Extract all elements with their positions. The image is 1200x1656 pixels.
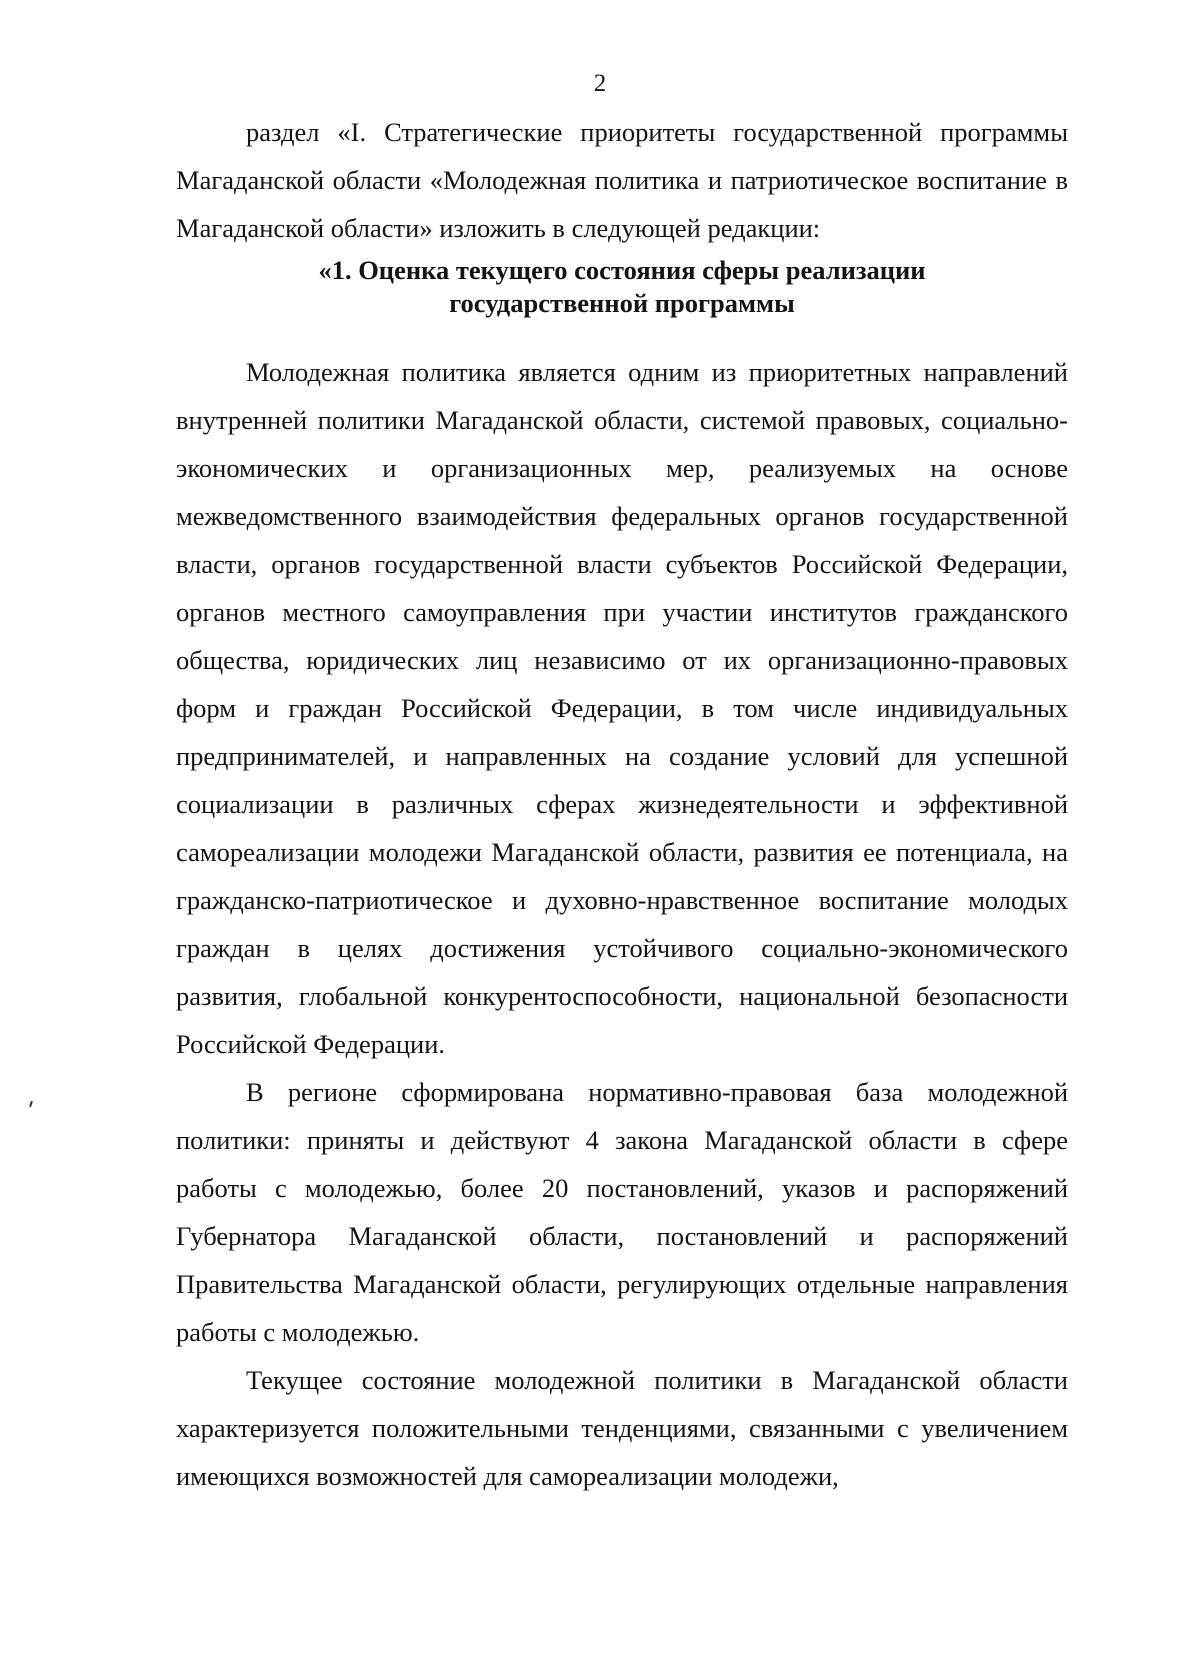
- scan-speck: [29, 1101, 33, 1107]
- page-number: 2: [593, 70, 607, 97]
- body-paragraph: Молодежная политика является одним из приоритетных направлений внутренней политики Магаданской области, системой правовых, социально-экономических и организационных мер, реализуемых на основе межведомственного взаимодействия федеральных органов государственной власти, органов государственной власти субъектов Российской Федерации, органов местного самоуправления при участии институтов гражданского общества, юридических лиц независимо от их организационно-правовых форм и граждан Российской Федерации, в том числе индивидуальных предпринимателей, и направленных на создание условий для успешной социализации в различных сферах жизнедеятельности и эффективной самореализации молодежи Магаданской области, развития ее потенциала, на гражданско-патриотическое и духовно-нравственное воспитание молодых граждан в целях достижения устойчивого социально-экономического развития, глобальной конкурентоспособности, национальной безопасности Российской Федерации.: [176, 357, 1068, 1059]
- body-paragraph: Текущее состояние молодежной политики в Магаданской области характеризуется положительными тенденциями, связанными с увеличением имеющихся возможностей для самореализации молодежи,: [176, 1365, 1068, 1491]
- intro-paragraph: раздел «I. Стратегические приоритеты государственной программы Магаданской области «Молодежная политика и патриотическое воспитание в Магаданской области» изложить в следующей редакции:: [176, 117, 1068, 243]
- section-heading-line: «1. Оценка текущего состояния сферы реализации: [318, 255, 926, 285]
- section-heading: [176, 254, 1068, 320]
- body-paragraph: В регионе сформирована нормативно-правовая база молодежной политики: приняты и действуют 4 закона Магаданской области в сфере работы с молодежью, более 20 постановлений, указов и распоряжений Губернатора Магаданской области, постановлений и распоряжений Правительства Магаданской области, регулирующих отдельные направления работы с молодежью.: [176, 1077, 1068, 1347]
- document-body: [176, 108, 1068, 1500]
- section-heading-line: государственной программы: [449, 288, 795, 318]
